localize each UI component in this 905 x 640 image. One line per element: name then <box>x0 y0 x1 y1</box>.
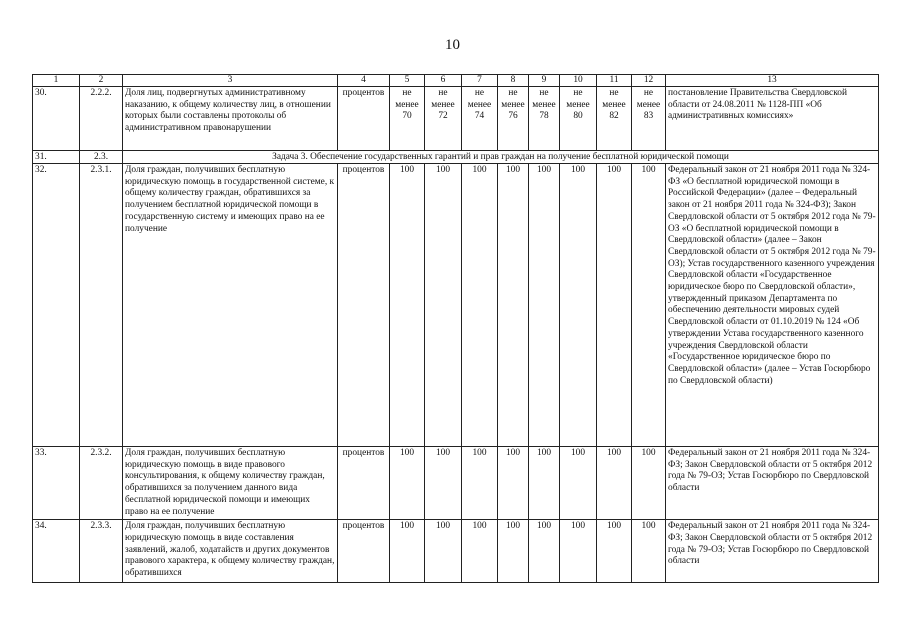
header-row <box>33 75 879 87</box>
header-cell: 10 <box>560 75 597 87</box>
header-cell: 13 <box>666 75 879 87</box>
unit: процентов <box>338 87 390 151</box>
row-code: 2.3.2. <box>80 447 123 520</box>
header-cell: 11 <box>597 75 632 87</box>
value-cell: 100 <box>560 164 597 447</box>
unit: процентов <box>338 447 390 520</box>
header-cell: 9 <box>529 75 560 87</box>
value-cell: 100 <box>597 447 632 520</box>
table-body <box>33 75 879 583</box>
value-cell: 100 <box>425 164 462 447</box>
value-cell: 100 <box>597 164 632 447</box>
row-code: 2.3.1. <box>80 164 123 447</box>
row-number: 33. <box>33 447 80 520</box>
value-cell: 100 <box>597 520 632 583</box>
table-row <box>33 87 879 151</box>
unit: процентов <box>338 520 390 583</box>
value-cell: не менее 78 <box>529 87 560 151</box>
value-cell: 100 <box>462 520 498 583</box>
indicator-name: Доля граждан, получивших бесплатную юридическую помощь в виде правового консультирования, к общему количеству граждан, обратившихся за получением данного вида бесплатной юридической помощи и имеющих право на ее получение <box>123 447 338 520</box>
value-cell: не менее 82 <box>597 87 632 151</box>
header-cell: 6 <box>425 75 462 87</box>
value-cell: 100 <box>632 520 666 583</box>
row-code: 2.3. <box>80 151 123 164</box>
value-cell: не менее 72 <box>425 87 462 151</box>
indicator-name: Доля граждан, получивших бесплатную юридическую помощь в государственной системе, к общему количеству граждан, обратившихся за получением бесплатной юридической помощи в государственную систему и имеющих право на ее получение <box>123 164 338 447</box>
value-cell: 100 <box>560 520 597 583</box>
row-number: 31. <box>33 151 80 164</box>
value-cell: 100 <box>632 164 666 447</box>
value-cell: 100 <box>560 447 597 520</box>
value-cell: 100 <box>462 164 498 447</box>
value-cell: не менее 70 <box>390 87 425 151</box>
value-cell: 100 <box>498 164 529 447</box>
indicator-name: Доля лиц, подвергнутых административному наказанию, к общему количеству лиц, в отношении которых были составлены протоколы об административном правонарушении <box>123 87 338 151</box>
table-row <box>33 447 879 520</box>
row-number: 32. <box>33 164 80 447</box>
source-document: Федеральный закон от 21 ноября 2011 года № 324-ФЗ «О бесплатной юридической помощи в Российской Федерации» (далее – Федеральный закон от 21 ноября 2011 года № 324-ФЗ); Закон Свердловской области от 5 октября 2012 года № 79-ОЗ «О бесплатной юридической помощи в Свердловской области» (далее – Закон Свердловской области от 5 октября 2012 года № 79-ОЗ); Устав государственного казенного учреждения Свердловской области «Государственное юридическое бюро по Свердловской области», утвержденный приказом Департамента по обеспечению деятельности мировых судей Свердловской области от 01.10.2019 № 124 «Об утверждении Устава государственного казенного учреждения Свердловской области «Государственное юридическое бюро по Свердловской области» (далее – Устав Госюрбюро по Свердловской области) <box>666 164 879 447</box>
value-cell: 100 <box>462 447 498 520</box>
source-document: постановление Правительства Свердловской области от 24.08.2011 № 1128-ПП «Об административных комиссиях» <box>666 87 879 151</box>
task-title: Задача 3. Обеспечение государственных гарантий и прав граждан на получение бесплатной юридической помощи <box>123 151 879 164</box>
header-cell: 4 <box>338 75 390 87</box>
source-document: Федеральный закон от 21 ноября 2011 года № 324-ФЗ; Закон Свердловской области от 5 октября 2012 года № 79-ОЗ; Устав Госюрбюро по Свердловской области <box>666 447 879 520</box>
header-cell: 3 <box>123 75 338 87</box>
value-cell: не менее 83 <box>632 87 666 151</box>
value-cell: 100 <box>390 447 425 520</box>
value-cell: 100 <box>390 520 425 583</box>
task-row <box>33 151 879 164</box>
row-number: 34. <box>33 520 80 583</box>
value-cell: 100 <box>529 447 560 520</box>
header-cell: 5 <box>390 75 425 87</box>
value-cell: не менее 80 <box>560 87 597 151</box>
header-cell: 2 <box>80 75 123 87</box>
value-cell: 100 <box>390 164 425 447</box>
value-cell: 100 <box>529 520 560 583</box>
row-number: 30. <box>33 87 80 151</box>
header-cell: 1 <box>33 75 80 87</box>
value-cell: 100 <box>498 520 529 583</box>
header-cell: 8 <box>498 75 529 87</box>
row-code: 2.2.2. <box>80 87 123 151</box>
value-cell: 100 <box>498 447 529 520</box>
value-cell: 100 <box>529 164 560 447</box>
value-cell: 100 <box>425 520 462 583</box>
indicators-table <box>32 74 879 583</box>
source-document: Федеральный закон от 21 ноября 2011 года № 324-ФЗ; Закон Свердловской области от 5 октября 2012 года № 79-ОЗ; Устав Госюрбюро по Свердловской области <box>666 520 879 583</box>
table-row <box>33 164 879 447</box>
page-number: 10 <box>445 37 460 53</box>
row-code: 2.3.3. <box>80 520 123 583</box>
value-cell: не менее 74 <box>462 87 498 151</box>
indicator-name: Доля граждан, получивших бесплатную юридическую помощь в виде составления заявлений, жалоб, ходатайств и других документов правового характера, к общему количеству граждан, обратившихся <box>123 520 338 583</box>
value-cell: не менее 76 <box>498 87 529 151</box>
value-cell: 100 <box>632 447 666 520</box>
unit: процентов <box>338 164 390 447</box>
header-cell: 7 <box>462 75 498 87</box>
table-row <box>33 520 879 583</box>
header-cell: 12 <box>632 75 666 87</box>
value-cell: 100 <box>425 447 462 520</box>
